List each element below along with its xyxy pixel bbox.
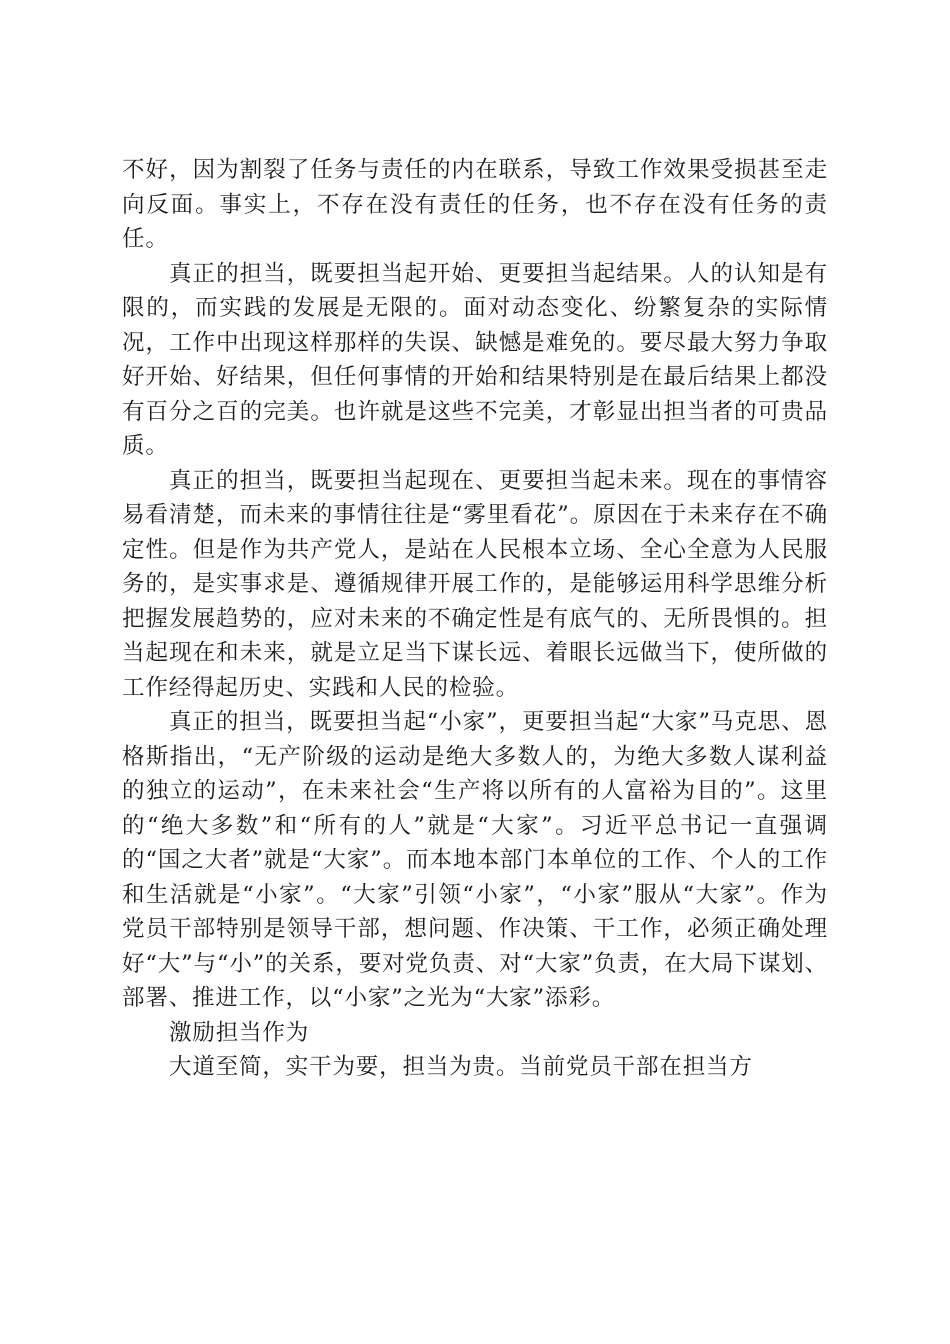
paragraph-continuation: 不好，因为割裂了任务与责任的内在联系，导致工作效果受损甚至走向反面。事实上，不存在没有责任的任务，也不存在没有任务的责任。	[122, 157, 828, 252]
paragraph-beginning-and-result: 真正的担当，既要担当起开始、更要担当起结果。人的认知是有限的，而实践的发展是无限的。面对动态变化、纷繁复杂的实际情况，工作中出现这样那样的失误、缺憾是难免的。要尽最大努力争取好开始、好结果，但任何事情的开始和结果特别是在最后结果上都没有百分之百的完美。也许就是这些不完美，才彰显出担当者的可贵品质。	[122, 260, 828, 459]
paragraph-final: 大道至简，实干为要，担当为贵。当前党员干部在担当方	[169, 1054, 753, 1080]
section-heading: 激励担当作为	[169, 1019, 310, 1046]
document-body	[122, 153, 828, 1085]
paragraph-present-and-future: 真正的担当，既要担当起现在、更要担当起未来。现在的事情容易看清楚，而未来的事情往往是“雾里看花”。原因在于未来存在不确定性。但是作为共产党人，是站在人民根本立场、全心全意为人民服务的，是实事求是、遵循规律开展工作的，是能够运用科学思维分析把握发展趋势的，应对未来的不确定性是有底气的、无所畏惧的。担当起现在和未来，就是立足当下谋长远、着眼长远做当下，使所做的工作经得起历史、实践和人民的检验。	[122, 467, 828, 701]
paragraph-small-and-big-family: 真正的担当，既要担当起“小家”，更要担当起“大家”马克思、恩格斯指出，“无产阶级的运动是绝大多数人的，为绝大多数人谋利益的独立的运动”，在未来社会“生产将以所有的人富裕为目的”。这里的“绝大多数”和“所有的人”就是“大家”。习近平总书记一直强调的“国之大者”就是“大家”。而本地本部门本单位的工作、个人的工作和生活就是“小家”。“大家”引领“小家”，“小家”服从“大家”。作为党员干部特别是领导干部，想问题、作决策、干工作，必须正确处理好“大”与“小”的关系，要对党负责、对“大家”负责，在大局下谋划、部署、推进工作，以“小家”之光为“大家”添彩。	[122, 709, 828, 1011]
